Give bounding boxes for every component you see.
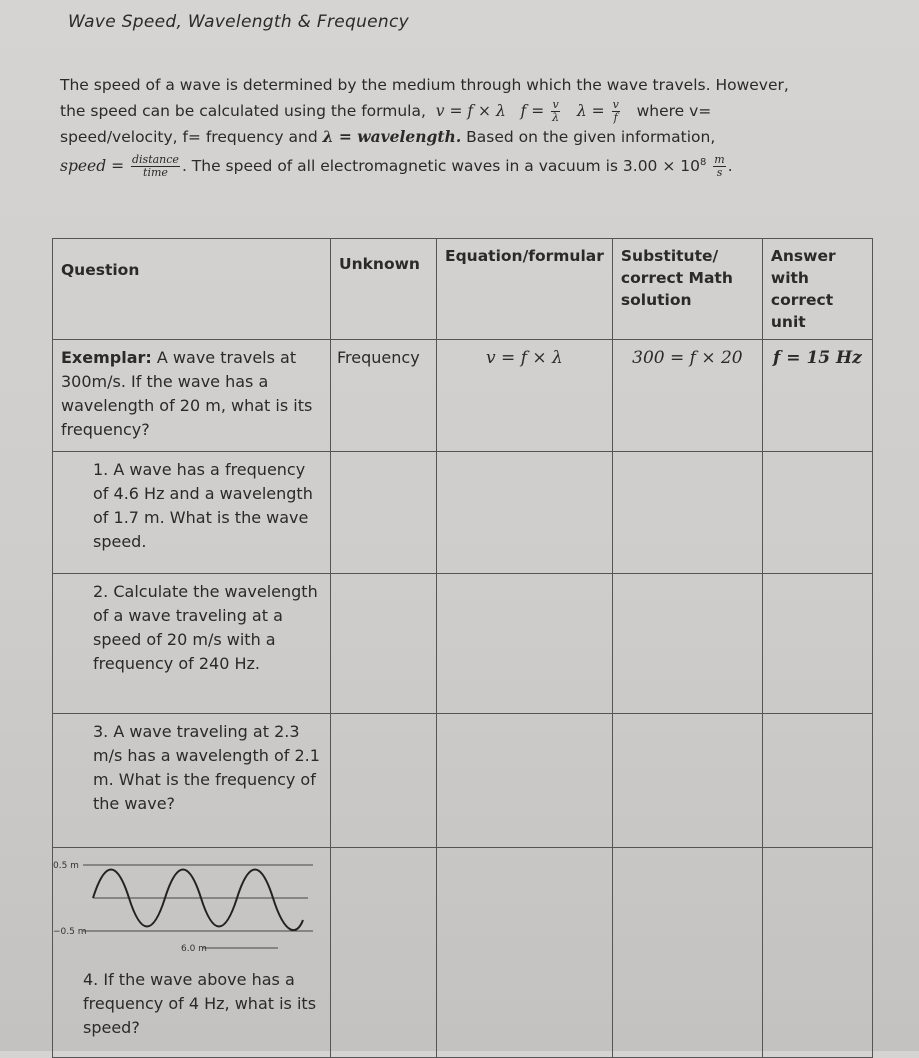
answer-cell-equation[interactable]	[437, 574, 613, 714]
question-4	[53, 848, 331, 1058]
formula-speed: v = f × λ	[435, 102, 506, 120]
answer-cell-answer[interactable]	[762, 714, 872, 848]
answer-cell-answer[interactable]	[762, 574, 872, 714]
answer-cell-equation[interactable]	[437, 848, 613, 1058]
intro-text: where v=	[636, 102, 712, 120]
exemplar-question: Exemplar: A wave travels at 300m/s. If the wave has a wavelength of 20 m, what is its frequency?	[53, 340, 331, 452]
formula-frequency-fraction: $\frac{v}{\lambda}$	[552, 98, 560, 124]
table-row	[53, 848, 873, 1058]
table-row-exemplar	[53, 340, 873, 452]
intro-line-3: speed/velocity, f= frequency and λ = wavelength. Based on the given information,	[60, 127, 716, 146]
em-speed-value: $3.00 \times 10^8$	[622, 157, 707, 176]
question-3: 3. A wave traveling at 2.3 m/s has a wavelength of 2.1 m. What is the frequency of the wave?	[53, 714, 331, 848]
exemplar-equation: v = f × λ	[437, 340, 613, 452]
worksheet-table	[52, 238, 873, 1058]
intro-text: the speed can be calculated using the formula,	[60, 102, 426, 120]
exemplar-substitute: 300 = f × 20	[612, 340, 762, 452]
intro-line-2	[60, 98, 830, 124]
worksheet-title: Wave Speed, Wavelength & Frequency	[68, 12, 410, 32]
sine-wave-graphic	[53, 848, 322, 968]
speed-fraction: $\frac{\text{distance}}{\text{time}}$	[132, 153, 179, 180]
wave-diagram	[53, 848, 322, 968]
answer-cell-unknown[interactable]	[331, 714, 437, 848]
table-row	[53, 574, 873, 714]
formula-wavelength-fraction: $\frac{v}{f}$	[612, 98, 619, 124]
answer-cell-substitute[interactable]	[612, 452, 762, 574]
exemplar-answer: f = 15 Hz	[762, 340, 872, 452]
header-question: Question	[53, 239, 331, 340]
answer-cell-substitute[interactable]	[612, 574, 762, 714]
header-unknown: Unknown	[331, 239, 437, 340]
intro-line-4: speed = $\frac{\text{distance}}{\text{time}}$ . The speed of all electromagnetic waves in a vacuum is $3.00 \times 10^8$ $\frac{m}{s}$ .	[60, 153, 733, 180]
answer-cell-equation[interactable]	[437, 714, 613, 848]
answer-cell-unknown[interactable]	[331, 848, 437, 1058]
answer-cell-unknown[interactable]	[331, 452, 437, 574]
question-1: 1. A wave has a frequency of 4.6 Hz and a wavelength of 1.7 m. What is the wave speed.	[53, 452, 331, 574]
exemplar-unknown: Frequency	[331, 340, 437, 452]
answer-cell-answer[interactable]	[762, 848, 872, 1058]
answer-cell-answer[interactable]	[762, 452, 872, 574]
table-row	[53, 714, 873, 848]
answer-cell-unknown[interactable]	[331, 574, 437, 714]
intro-line-1: The speed of a wave is determined by the medium through which the wave travels. However,	[60, 76, 789, 94]
intro-paragraph	[60, 72, 830, 179]
header-substitute: Substitute/ correct Math solution	[612, 239, 762, 340]
question-4-text: 4. If the wave above has a frequency of 4 Hz, what is its speed?	[83, 970, 317, 1037]
label-top: 0.5 m	[53, 861, 79, 871]
table-header-row	[53, 239, 873, 340]
label-length: 6.0 m	[181, 944, 207, 954]
answer-cell-equation[interactable]	[437, 452, 613, 574]
answer-cell-substitute[interactable]	[612, 848, 762, 1058]
header-equation: Equation/formular	[437, 239, 613, 340]
wave-curve	[93, 870, 303, 931]
label-bottom: −0.5 m	[53, 927, 87, 937]
header-answer: Answer with correct unit	[762, 239, 872, 340]
formula-frequency-left: f =	[520, 102, 545, 120]
formula-wavelength-left: λ =	[576, 102, 605, 120]
unit-fraction: $\frac{m}{s}$	[714, 153, 725, 180]
question-2: 2. Calculate the wavelength of a wave traveling at a speed of 20 m/s with a frequency of 240 Hz.	[53, 574, 331, 714]
table-row	[53, 452, 873, 574]
answer-cell-substitute[interactable]	[612, 714, 762, 848]
